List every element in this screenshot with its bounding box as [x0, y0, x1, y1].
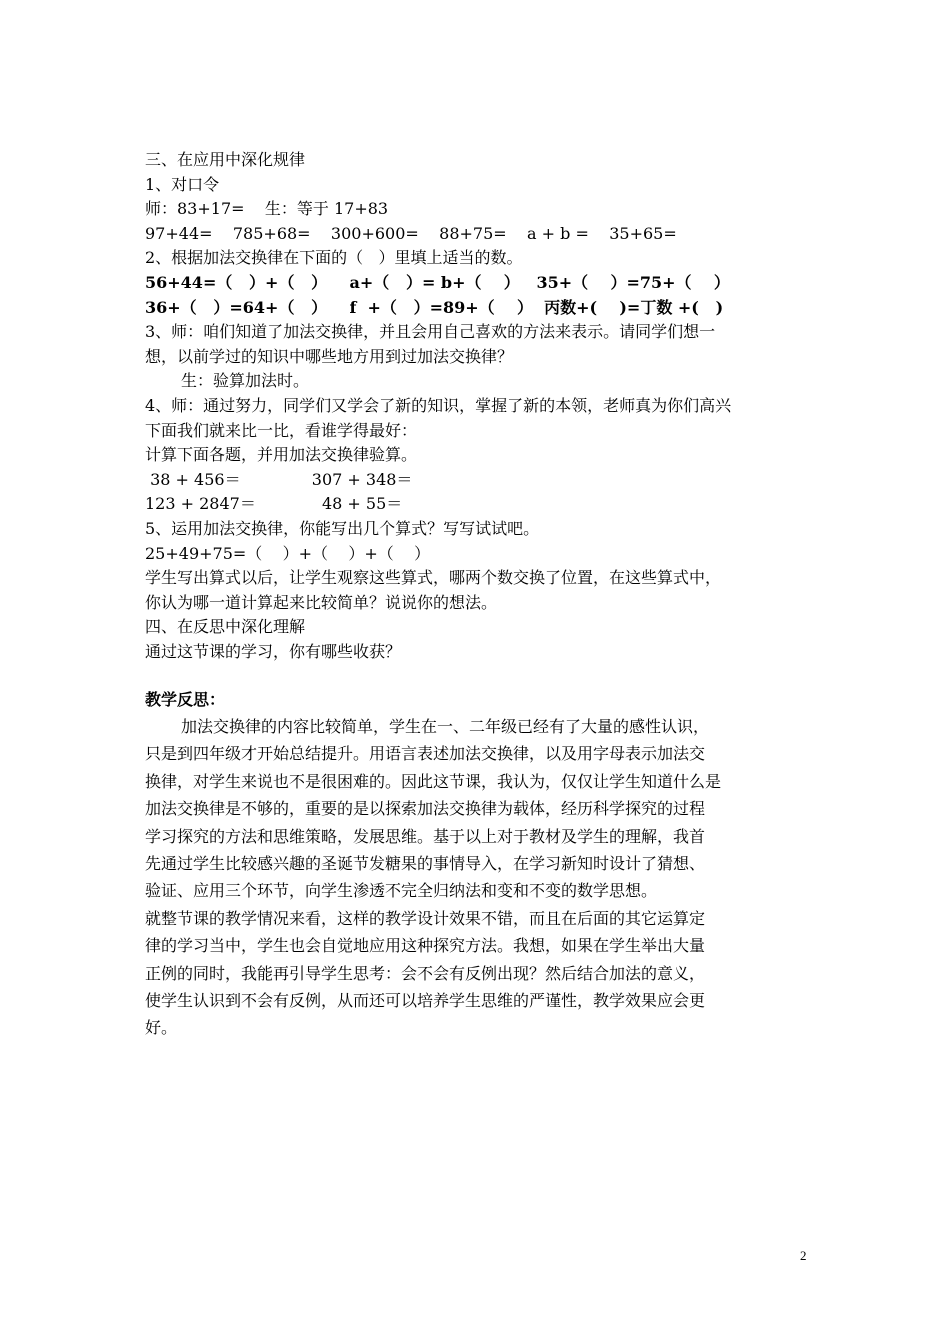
text-line: 计算下面各题，并用加法交换律验算。 — [145, 445, 418, 465]
text-line: 先通过学生比较感兴趣的圣诞节发糖果的事情导入，在学习新知时设计了猜想、 — [145, 854, 706, 874]
text-line: 学习探究的方法和思维策略，发展思维。基于以上对于教材及学生的理解，我首 — [145, 826, 706, 846]
text-line: 1、对口令 — [145, 174, 220, 194]
text-line: 3、师：咱们知道了加法交换律，并且会用自己喜欢的方法来表示。请同学们想一 — [145, 322, 716, 342]
text-line: 加法交换律的内容比较简单，学生在一、二年级已经有了大量的感性认识， — [181, 717, 710, 737]
text-line: 律的学习当中，学生也会自觉地应用这种探究方法。我想，如果在学生举出大量 — [145, 936, 706, 956]
text-line: 三、在应用中深化规律 — [145, 150, 306, 169]
text-line: 通过这节课的学习，你有哪些收获？ — [145, 641, 402, 661]
text-line: 生：验算加法时。 — [181, 371, 310, 391]
section-gap — [145, 664, 820, 688]
text-line: 2、根据加法交换律在下面的（ ）里填上适当的数。 — [145, 248, 523, 268]
text-line: 换律，对学生来说也不是很困难的。因此这节课，我认为，仅仅让学生知道什么是 — [145, 771, 722, 791]
text-line: 下面我们就来比一比，看谁学得最好： — [145, 420, 418, 440]
text-line: 使学生认识到不会有反例，从而还可以培养学生思维的严谨性，教学效果应会更 — [145, 990, 706, 1010]
text-line: 只是到四年级才开始总结提升。用语言表述加法交换律，以及用字母表示加法交 — [145, 744, 706, 764]
text-line: 想，以前学过的知识中哪些地方用到过加法交换律？ — [145, 346, 514, 366]
text-line: 5、运用加法交换律，你能写出几个算式？写写试试吧。 — [145, 518, 540, 538]
text-line: 就整节课的教学情况来看，这样的教学设计效果不错，而且在后面的其它运算定 — [145, 908, 706, 928]
text-line: 你认为哪一道计算起来比较简单？说说你的想法。 — [145, 592, 498, 612]
lesson-section — [145, 148, 820, 664]
text-line: 4、师：通过努力，同学们又学会了新的知识，掌握了新的本领，老师真为你们高兴 — [145, 395, 732, 415]
reflection-title: 教学反思： — [145, 690, 226, 710]
text-line: 正例的同时，我能再引导学生思考：会不会有反例出现？然后结合加法的意义， — [145, 963, 706, 983]
text-line: 123 + 2847＝ 48 + 55＝ — [145, 494, 403, 514]
reflection-section — [145, 713, 820, 1042]
text-line: 56+44=（ ）+（ ） a+（ ）= b+（ ） 35+（ ）=75+（ ） — [145, 272, 730, 292]
document-body — [145, 148, 820, 1042]
text-line: 好。 — [145, 1018, 178, 1038]
text-line: 学生写出算式以后，让学生观察这些算式，哪两个数交换了位置，在这些算式中， — [145, 568, 722, 588]
text-line: 38 + 456＝ 307 + 348＝ — [145, 469, 413, 489]
page-number: 2 — [800, 1248, 807, 1263]
text-line: 加法交换律是不够的，重要的是以探索加法交换律为载体，经历科学探究的过程 — [145, 799, 706, 819]
text-line: 四、在反思中深化理解 — [145, 617, 306, 637]
text-line: 36+（ ）=64+（ ） f +（ ）=89+（ ） 丙数+( )=丁数 +( ) — [145, 297, 724, 317]
text-line: 师：83+17= 生：等于 17+83 — [145, 199, 389, 219]
text-line: 25+49+75=（ ）+（ ）+（ ） — [145, 543, 431, 563]
text-line: 验证、应用三个环节，向学生渗透不完全归纳法和变和不变的数学思想。 — [145, 881, 658, 901]
text-line: 97+44= 785+68= 300+600= 88+75= a + b = 35+65= — [145, 223, 677, 243]
